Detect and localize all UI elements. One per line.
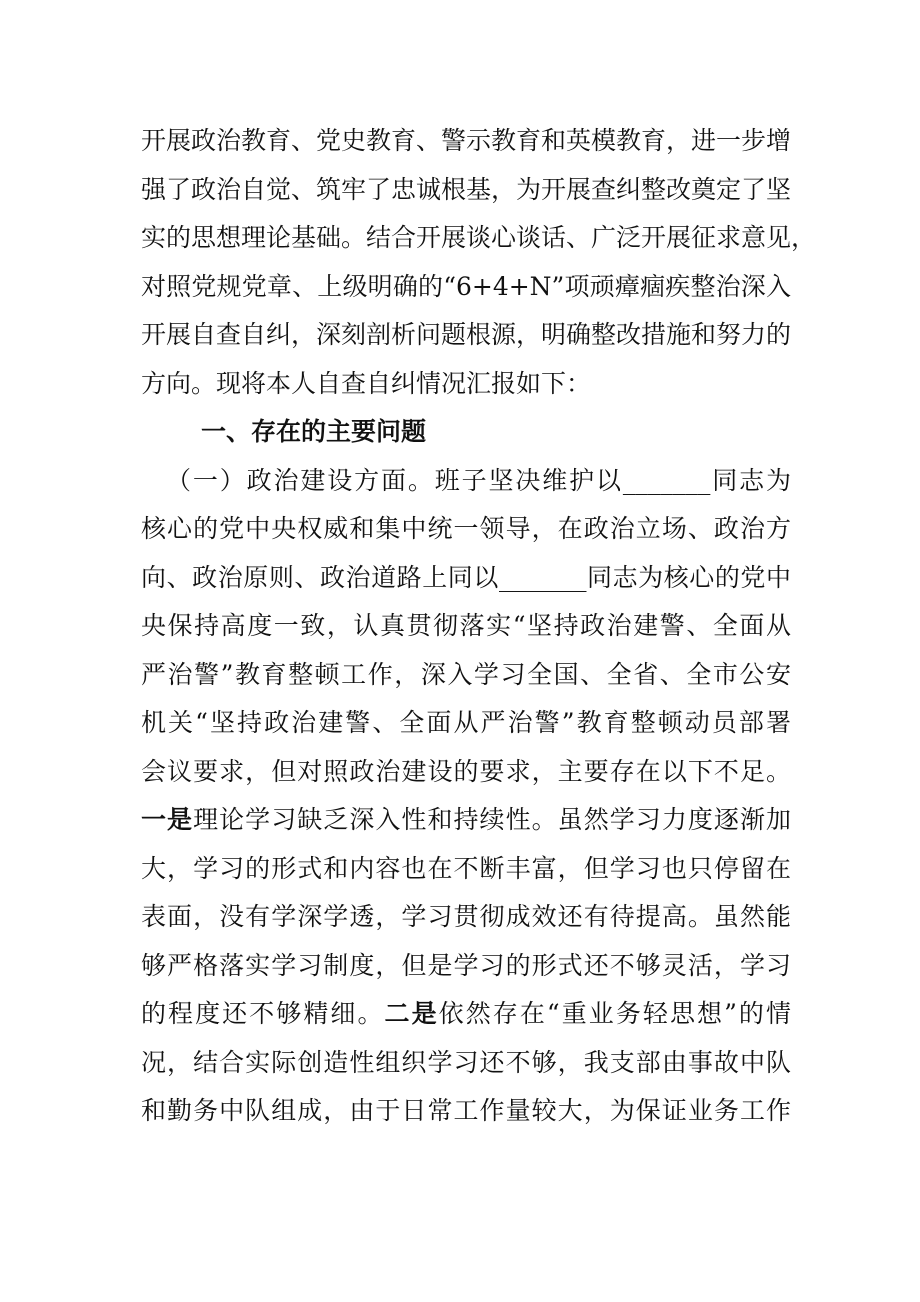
text-line bbox=[141, 796, 791, 845]
text-fragment: 理论学习缺乏深入性和持续性。虽然学习力度逐渐加 bbox=[193, 805, 791, 834]
text-line: 况，结合实际创造性组织学习还不够，我支部由事故中队 bbox=[141, 1047, 791, 1077]
text-line: 机关“坚持政治建警、全面从严治警”教育整顿动员部署 bbox=[141, 708, 791, 737]
intro-paragraph bbox=[141, 117, 817, 408]
text-line: 核心的党中央权威和集中统一领导，在政治立场、政治方 bbox=[141, 514, 791, 543]
lead-marker: 二是 bbox=[384, 999, 439, 1028]
text-line: 会议要求，但对照政治建设的要求，主要存在以下不足。 bbox=[141, 756, 791, 786]
text-fragment: 依然存在“重业务轻思想”的情 bbox=[438, 999, 791, 1028]
text-line: 开展自查自纠，深刻剖析问题根源，明确整改措施和努力的 bbox=[141, 320, 792, 349]
document-body bbox=[141, 117, 817, 1136]
text-line: 和勤务中队组成，由于日常工作量较大，为保证业务工作 bbox=[141, 1096, 791, 1125]
text-line: 强了政治自觉、筑牢了忠诚根基，为开展查纠整改奠定了坚 bbox=[141, 174, 792, 204]
text-fragment: 的程度还不够精细。 bbox=[141, 999, 385, 1028]
political-building-paragraph bbox=[141, 457, 791, 797]
text-line: 严治警”教育整顿工作，深入学习全国、全省、全市公安 bbox=[141, 659, 791, 689]
issues-paragraph bbox=[141, 796, 791, 1136]
section-heading: 一、存在的主要问题 bbox=[201, 417, 427, 446]
lead-marker: 一是 bbox=[141, 805, 194, 834]
text-line: 央保持高度一致，认真贯彻落实“坚持政治建警、全面从 bbox=[141, 611, 791, 640]
text-line: 方向。现将本人自查自纠情况汇报如下： bbox=[141, 368, 592, 398]
text-line: 实的思想理论基础。结合开展谈心谈话、广泛开展征求意见， bbox=[141, 223, 817, 252]
text-line bbox=[141, 990, 791, 1039]
text-line: 表面，没有学深学透，学习贯彻成效还有待提高。虽然能 bbox=[141, 902, 791, 931]
text-line: 对照党规党章、上级明确的“6+4+N”项顽瘴痼疾整治深入 bbox=[141, 271, 791, 301]
text-line: 够严格落实学习制度，但是学习的形式还不够灵活，学习 bbox=[141, 950, 791, 980]
text-line: 向、政治原则、政治道路上同以_______同志为核心的党中 bbox=[141, 562, 791, 592]
text-line: 开展政治教育、党史教育、警示教育和英模教育，进一步增 bbox=[141, 126, 792, 155]
text-line: （一）政治建设方面。班子坚决维护以_______同志为 bbox=[166, 465, 791, 495]
text-line: 大，学习的形式和内容也在不断丰富，但学习也只停留在 bbox=[141, 853, 791, 883]
